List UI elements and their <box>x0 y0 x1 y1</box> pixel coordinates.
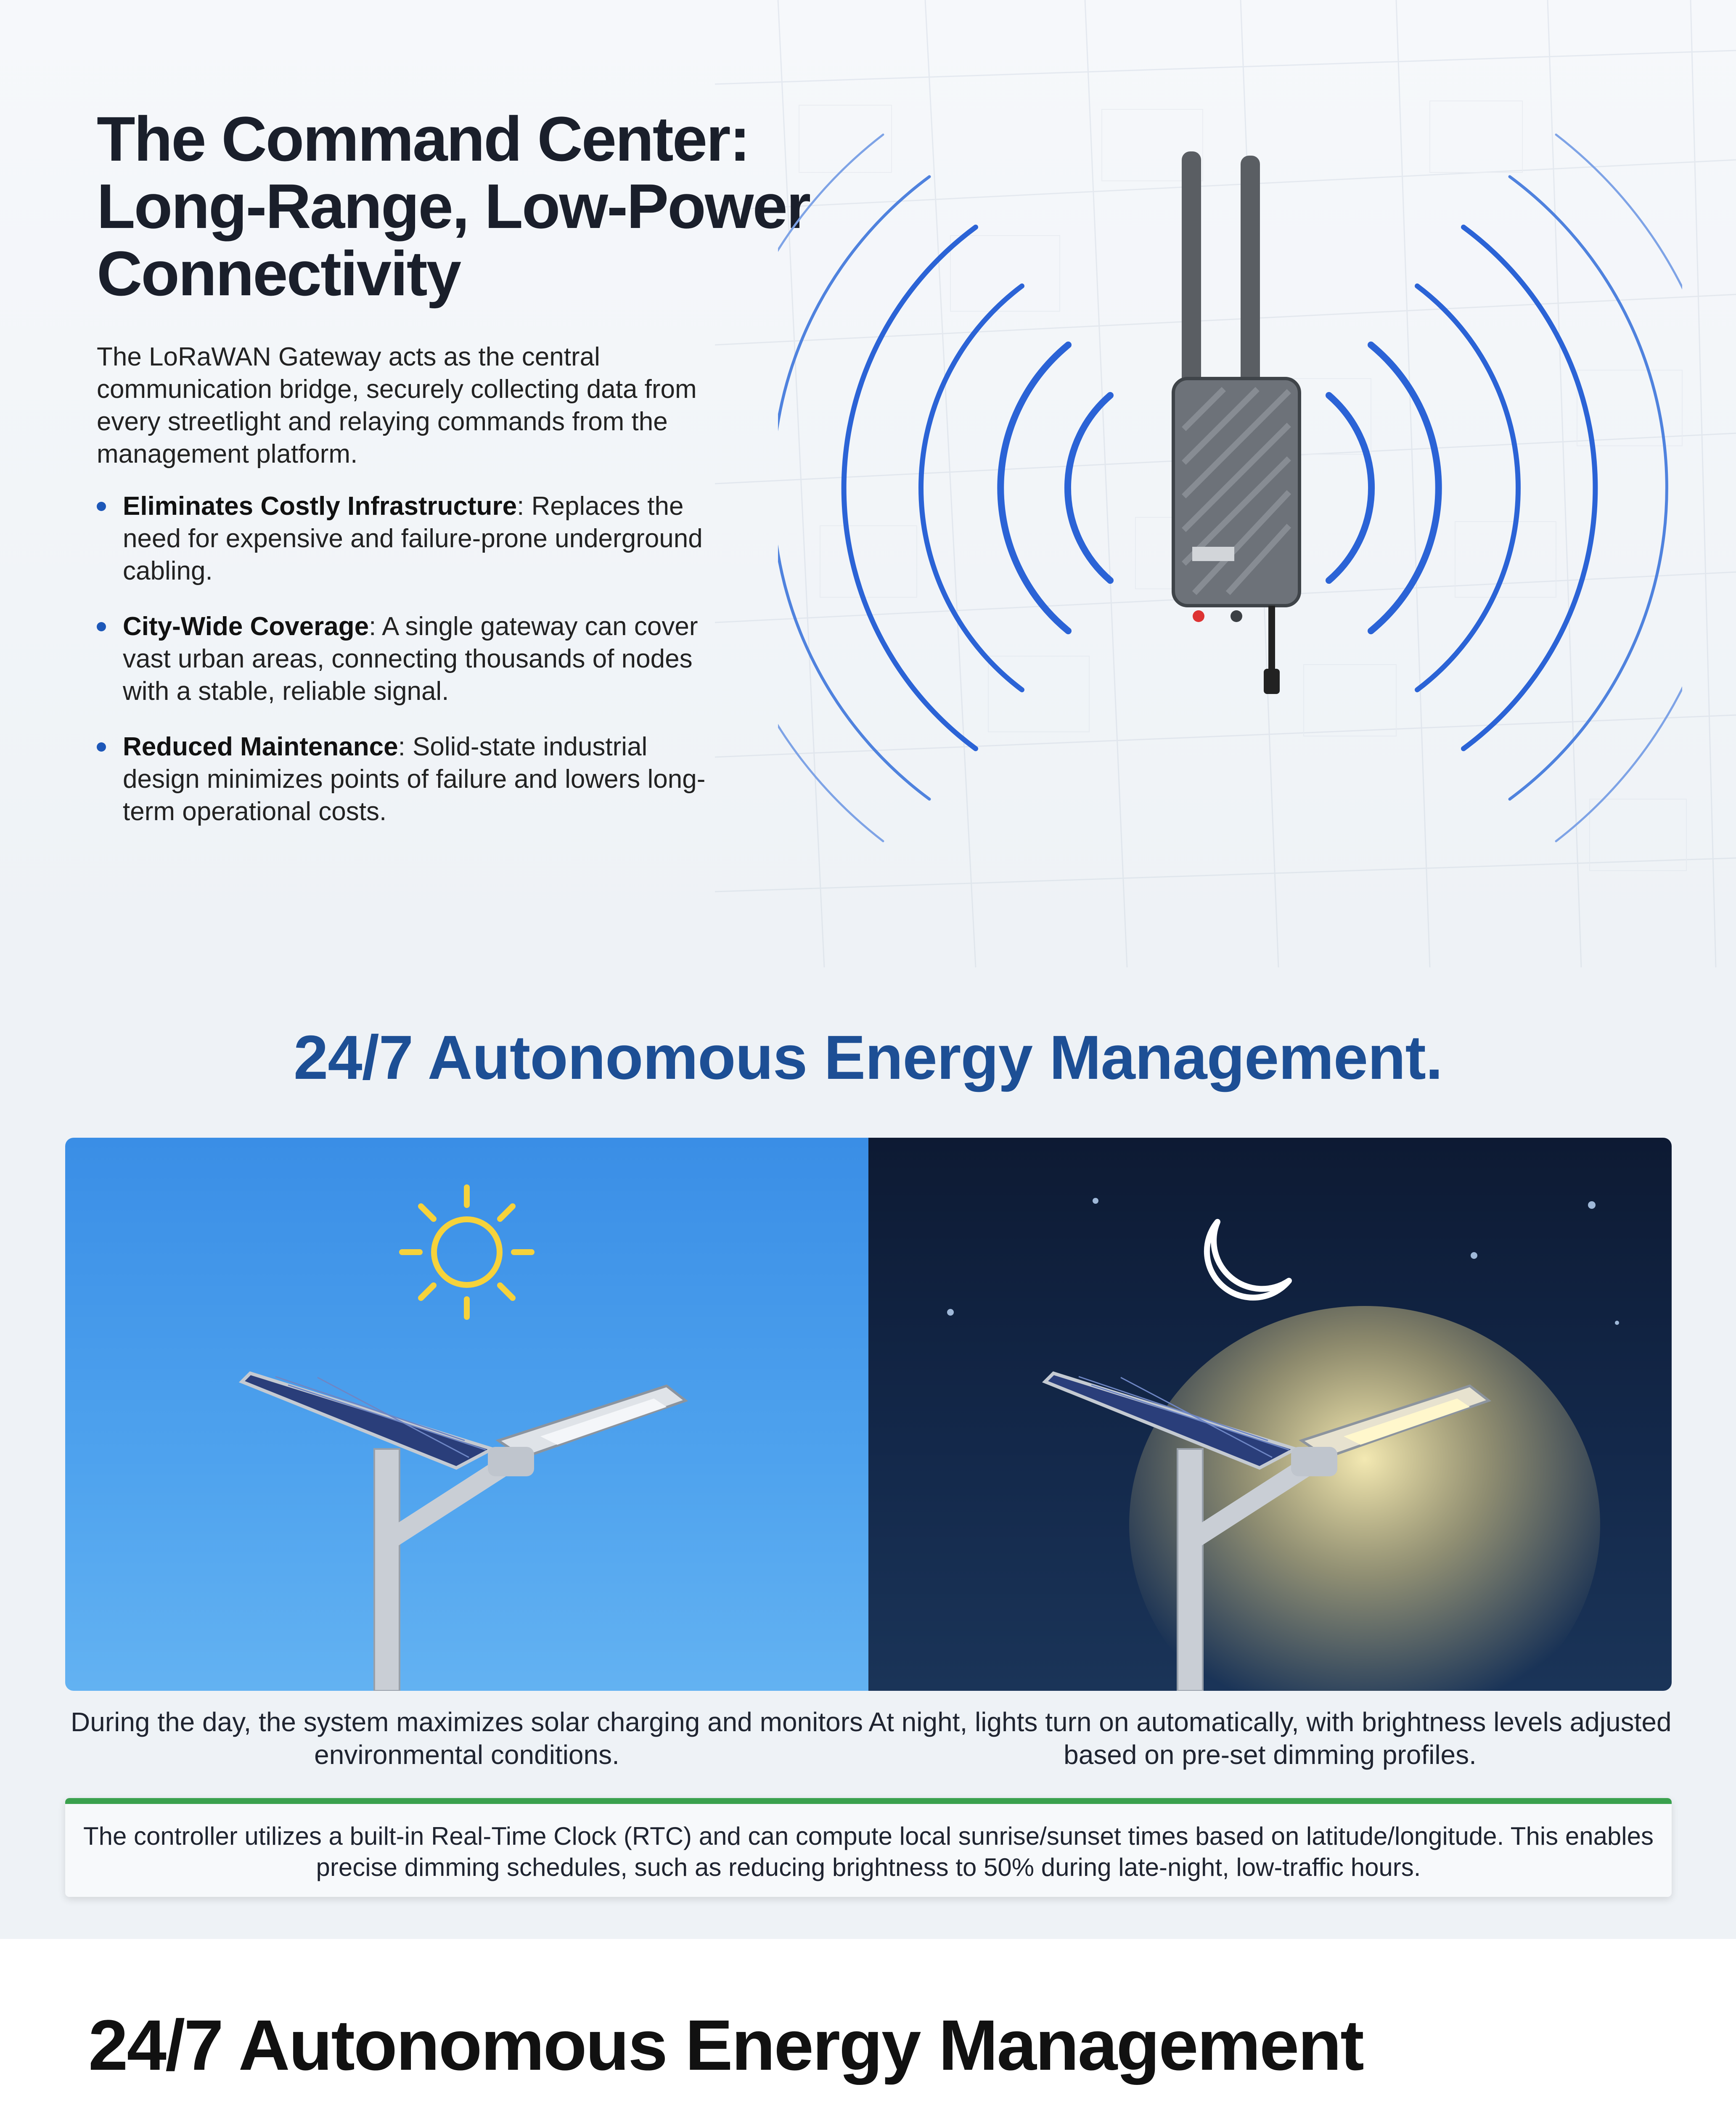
gateway-section <box>0 0 1736 967</box>
benefit-text: : Solid-state industrial design minimizes points of failure and lowers long-term operational costs. <box>123 732 706 826</box>
list-item <box>97 610 728 707</box>
gateway-title <box>97 105 854 307</box>
bullet-dot-icon <box>97 622 106 631</box>
schedule-title: 24/7 Autonomous Energy Management <box>88 2005 1363 2085</box>
solar-streetlight <box>242 1373 685 1691</box>
gateway-title-line: Connectivity <box>97 238 460 309</box>
night-streetlight-illustration <box>868 1138 1672 1691</box>
night-panel <box>868 1138 1672 1691</box>
rtc-note: The controller utilizes a built-in Real-Time Clock (RTC) and can compute local sunrise/sunset times based on latitude/longitude. This enables precise dimming schedules, such as reducing brightness to 50% during late-night, low-traffic hours. <box>65 1798 1672 1897</box>
gateway-intro: The LoRaWAN Gateway acts as the central communication bridge, securely collecting data from every streetlight and relaying commands from the management platform. <box>97 342 697 469</box>
night-caption: At night, lights turn on automatically, with brightness levels adjusted based on pre-set dimming profiles. <box>868 1707 1672 1770</box>
gateway-title-line: Long-Range, Low-Power <box>97 171 810 241</box>
moon-icon <box>1207 1222 1289 1298</box>
bullet-dot-icon <box>97 742 106 752</box>
day-caption: During the day, the system maximizes solar charging and monitors environmental conditions. <box>70 1707 863 1770</box>
benefit-heading: Reduced Maintenance <box>123 732 398 761</box>
benefit-text: : A single gateway can cover vast urban areas, connecting thousands of nodes with a stable, reliable signal. <box>123 612 698 706</box>
benefit-heading: City-Wide Coverage <box>123 612 369 641</box>
gateway-title-line: The Command Center: <box>97 103 749 174</box>
gateway-device <box>1173 151 1299 694</box>
gateway-benefits-list <box>97 490 728 851</box>
benefit-heading: Eliminates Costly Infrastructure <box>123 492 517 521</box>
benefit-text: : Replaces the need for expensive and failure-prone underground cabling. <box>123 492 703 585</box>
day-panel <box>65 1138 868 1691</box>
bullet-dot-icon <box>97 502 106 511</box>
list-item <box>97 731 728 828</box>
stars <box>947 1198 1619 1325</box>
energy-title: 24/7 Autonomous Energy Management. <box>294 1023 1442 1092</box>
day-streetlight-illustration <box>65 1138 868 1691</box>
sun-icon <box>402 1187 532 1317</box>
list-item <box>97 490 728 587</box>
lorawan-gateway-illustration <box>778 50 1682 913</box>
